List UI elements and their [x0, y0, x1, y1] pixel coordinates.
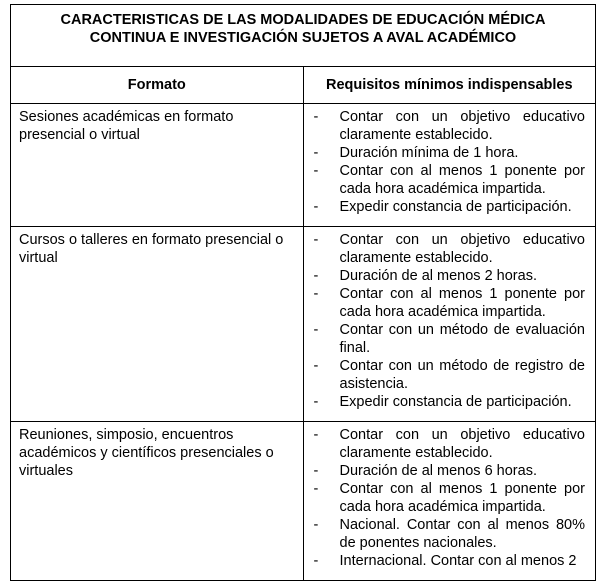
title-line-1: CARACTERISTICAS DE LAS MODALIDADES DE EDUCACIÓN MÉDICA [60, 12, 546, 28]
list-item: - Contar con al menos 1 ponente por cada hora académica impartida. [304, 480, 586, 516]
list-item: - Duración de al menos 2 horas. [304, 267, 586, 285]
list-item: - Contar con un método de evaluación final. [304, 321, 586, 357]
title-row [11, 5, 596, 67]
formato-cell: Sesiones académicas en formato presencial o virtual [11, 104, 304, 227]
list-item: - Contar con un objetivo educativo claramente establecido. [304, 426, 586, 462]
list-item: - Duración mínima de 1 hora. [304, 144, 586, 162]
list-item: - Contar con un objetivo educativo claramente establecido. [304, 108, 586, 144]
requisitos-cell [303, 104, 596, 227]
list-item: - Contar con un método de registro de asistencia. [304, 357, 586, 393]
requisitos-list [304, 108, 586, 216]
table-title [11, 5, 596, 67]
requirements-table [10, 4, 596, 581]
list-item: - Expedir constancia de participación. [304, 198, 586, 216]
header-formato: Formato [11, 67, 304, 104]
list-item: - Expedir constancia de participación. [304, 393, 586, 411]
list-item: - Contar con al menos 1 ponente por cada hora académica impartida. [304, 285, 586, 321]
header-row [11, 67, 596, 104]
header-requisitos: Requisitos mínimos indispensables [303, 67, 596, 104]
requisitos-list [304, 231, 586, 411]
formato-cell: Reuniones, simposio, encuentros académicos y científicos presenciales o virtuales [11, 422, 304, 581]
table-row [11, 104, 596, 227]
list-item: - Contar con al menos 1 ponente por cada hora académica impartida. [304, 162, 586, 198]
list-item: - Internacional. Contar con al menos 2 [304, 552, 586, 570]
requisitos-cell [303, 227, 596, 422]
list-item: - Duración de al menos 6 horas. [304, 462, 586, 480]
table-row [11, 227, 596, 422]
title-line-2: CONTINUA E INVESTIGACIÓN SUJETOS A AVAL ACADÉMICO [89, 30, 517, 46]
list-item: - Nacional. Contar con al menos 80% de ponentes nacionales. [304, 516, 586, 552]
list-item: - Contar con un objetivo educativo claramente establecido. [304, 231, 586, 267]
requisitos-list [304, 426, 586, 570]
formato-cell: Cursos o talleres en formato presencial o virtual [11, 227, 304, 422]
